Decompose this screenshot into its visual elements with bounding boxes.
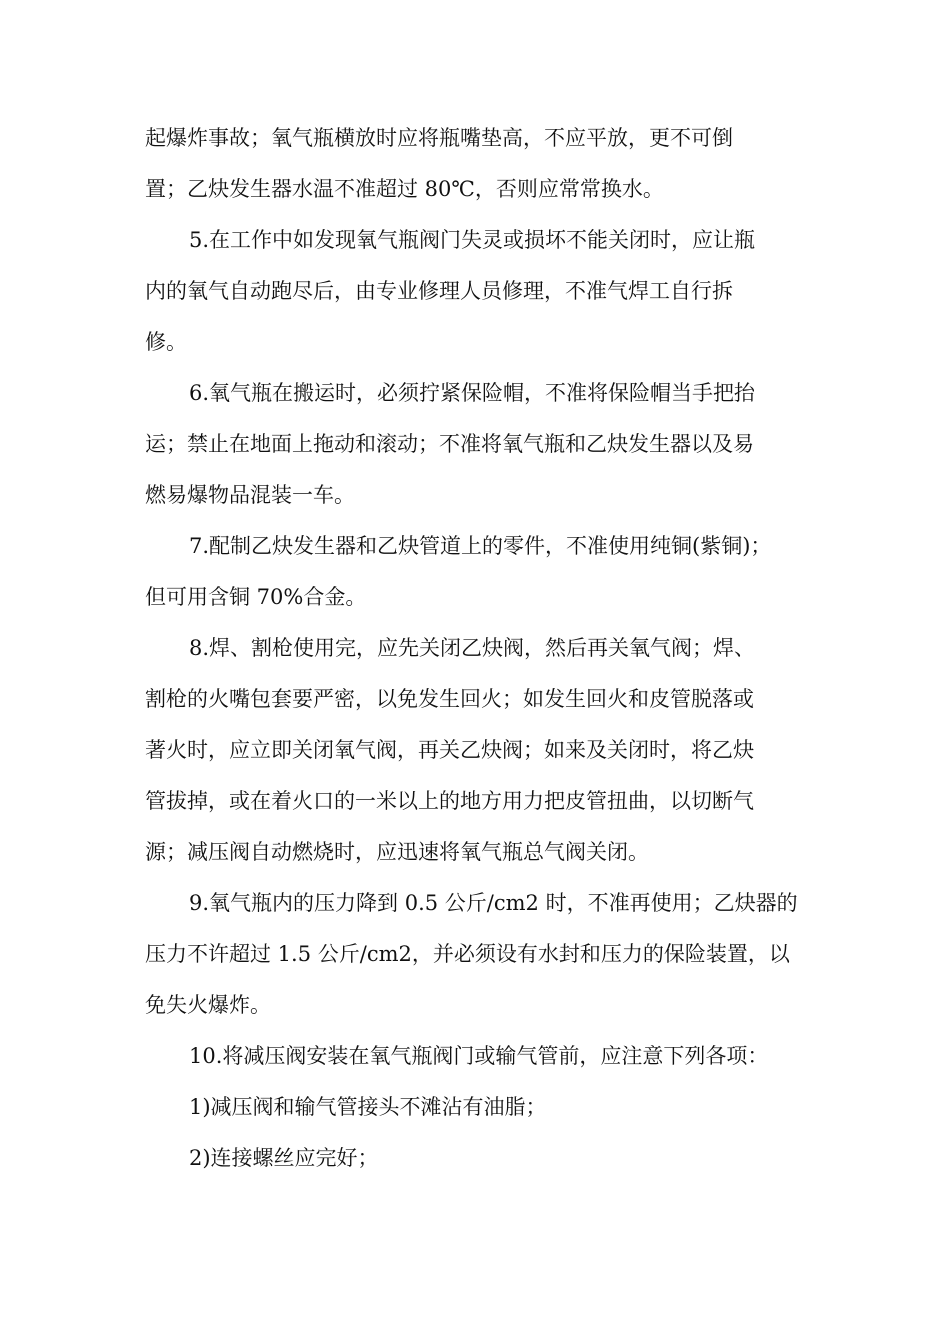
- text-line: 内的氧气自动跑尽后，由专业修理人员修理，不准气焊工自行拆: [145, 279, 733, 303]
- text-line: 修。: [145, 330, 187, 354]
- paragraph-item-9: [145, 878, 813, 1031]
- text-line: 压力不许超过 1.5 公斤/cm2，并必须设有水封和压力的保险装置，以: [145, 942, 790, 966]
- text-line: 著火时，应立即关闭氧气阀，再关乙炔阀；如来及关闭时，将乙炔: [145, 738, 754, 762]
- text-line: 置；乙炔发生器水温不准超过 80℃，否则应常常换水。: [145, 177, 664, 201]
- text-line: 管拔掉，或在着火口的一米以上的地方用力把皮管扭曲，以切断气: [145, 789, 754, 813]
- text-line: 5.在工作中如发现氧气瓶阀门失灵或损坏不能关闭时，应让瓶: [189, 228, 756, 252]
- paragraph-item-6: [145, 368, 813, 521]
- text-line: 7.配制乙炔发生器和乙炔管道上的零件，不准使用纯铜(紫铜)；: [189, 534, 772, 558]
- text-line: 但可用含铜 70%合金。: [145, 585, 367, 609]
- text-line: 10.将减压阀安装在氧气瓶阀门或输气管前，应注意下列各项：: [189, 1044, 769, 1068]
- paragraph-item-8: [145, 623, 813, 878]
- text-line: 9.氧气瓶内的压力降到 0.5 公斤/cm2 时，不准再使用；乙炔器的: [189, 891, 798, 915]
- text-line: 源；减压阀自动燃烧时，应迅速将氧气瓶总气阀关闭。: [145, 840, 649, 864]
- text-line: 运；禁止在地面上拖动和滚动；不准将氧气瓶和乙炔发生器以及易: [145, 432, 754, 456]
- text-line: 起爆炸事故；氧气瓶横放时应将瓶嘴垫高，不应平放，更不可倒: [145, 126, 733, 150]
- document-body: [145, 113, 813, 1184]
- subitem-10-1: [145, 1082, 813, 1133]
- paragraph-item-7: [145, 521, 813, 623]
- paragraph-item-5: [145, 215, 813, 368]
- text-line: 割枪的火嘴包套要严密，以免发生回火；如发生回火和皮管脱落或: [145, 687, 754, 711]
- text-line: 燃易爆物品混装一车。: [145, 483, 355, 507]
- text-line: 1)减压阀和输气管接头不滩沾有油脂；: [189, 1095, 547, 1119]
- text-line: 8.焊、割枪使用完，应先关闭乙炔阀，然后再关氧气阀；焊、: [189, 636, 756, 660]
- paragraph-item-10: [145, 1031, 813, 1082]
- text-line: 2)连接螺丝应完好；: [189, 1146, 379, 1170]
- text-line: 免失火爆炸。: [145, 993, 271, 1017]
- text-line: 6.氧气瓶在搬运时，必须拧紧保险帽，不准将保险帽当手把抬: [189, 381, 756, 405]
- subitem-10-2: [145, 1133, 813, 1184]
- paragraph-continuation: [145, 113, 813, 215]
